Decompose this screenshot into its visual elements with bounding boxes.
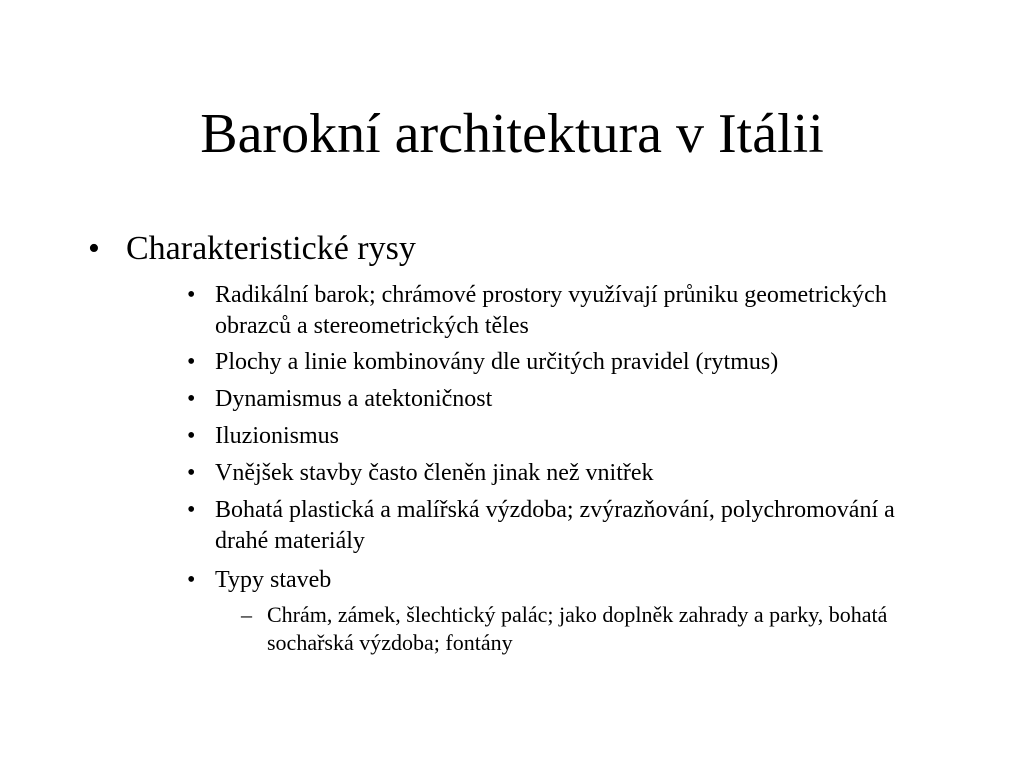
list-item-text: Dynamismus a atektoničnost (215, 386, 493, 412)
bullet-marker: • (187, 349, 196, 375)
list-item-text: Typy staveb (215, 567, 332, 593)
bullet-marker: • (187, 386, 196, 412)
sub-list-item (241, 601, 961, 657)
bullet-heading (88, 228, 988, 270)
list-item-text: Radikální barok; chrámové prostory využívají průniku geometrických obrazců a stereometrických těles (215, 282, 887, 339)
list-item (187, 565, 907, 596)
list-item (187, 280, 907, 342)
list-item-text: Vnějšek stavby často členěn jinak než vnitřek (215, 460, 654, 486)
list-item (187, 347, 907, 378)
list-item-text: Bohatá plastická a malířská výzdoba; zvýrazňování, polychromování a drahé materiály (215, 497, 895, 554)
list-item (187, 458, 907, 489)
bullet-marker: • (88, 230, 100, 267)
list-item (187, 495, 907, 557)
bullet-marker: • (187, 423, 196, 449)
dash-marker: – (241, 602, 252, 627)
list-item-text: Plochy a linie kombinovány dle určitých pravidel (rytmus) (215, 349, 779, 375)
bullet-marker: • (187, 497, 196, 523)
bullet-marker: • (187, 567, 196, 593)
sub-list-item-text: Chrám, zámek, šlechtický palác; jako doplněk zahrady a parky, bohatá sochařská výzdoba; fontány (267, 602, 888, 655)
slide-title: Barokní architektura v Itálii (200, 103, 824, 165)
bullet-marker: • (187, 460, 196, 486)
list-item (187, 384, 907, 415)
list-item (187, 421, 907, 452)
bullet-heading-text: Charakteristické rysy (126, 230, 416, 267)
bullet-marker: • (187, 282, 196, 308)
list-item-text: Iluzionismus (215, 423, 339, 449)
